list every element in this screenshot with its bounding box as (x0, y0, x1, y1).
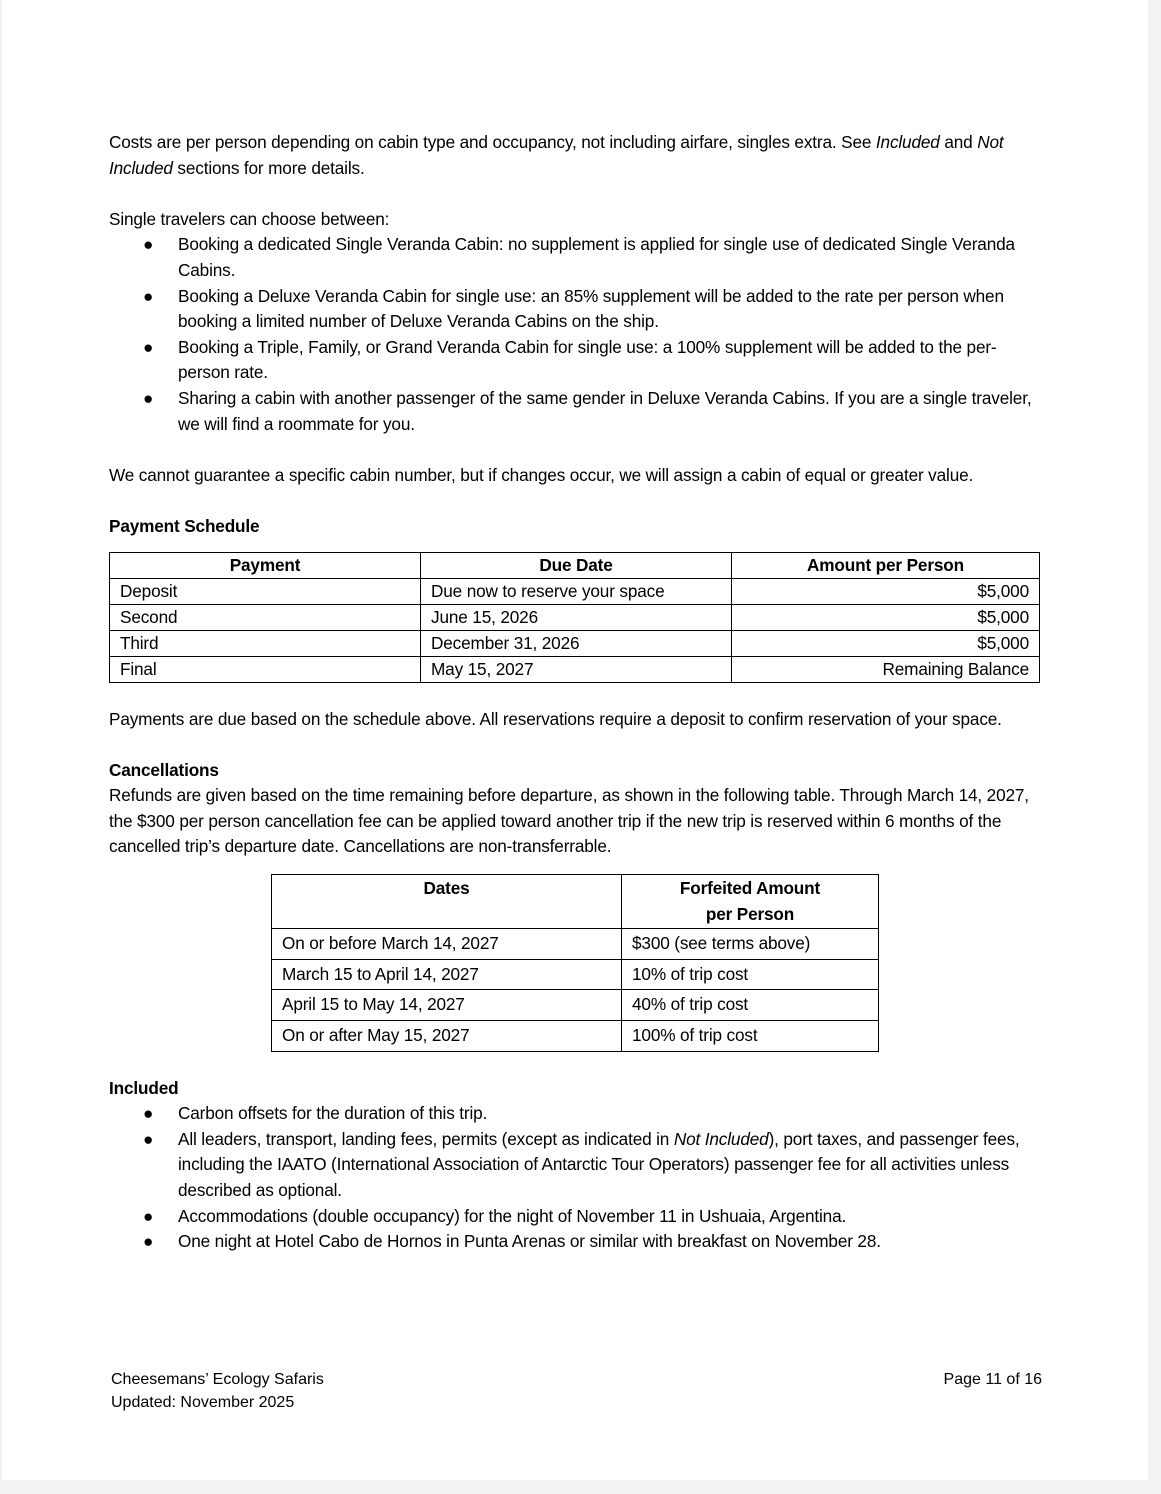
table-row (110, 578, 1040, 604)
column-header: Amount per Person (732, 552, 1040, 578)
payment-cell: Second (110, 604, 421, 630)
list-item: ● All leaders, transport, landing fees, permits (except as indicated in Not Included), port taxes, and passenger fees, including the IAATO (International Association of Antarctic Tour Operators) passenger fee for all activities unless described as optional. (143, 1128, 1020, 1200)
amount-cell: $5,000 (732, 630, 1040, 656)
payment-cell: Third (110, 630, 421, 656)
bullet-icon: ● (143, 1128, 154, 1149)
list-item: ● Sharing a cabin with another passenger of the same gender in Deluxe Veranda Cabins. If you are a single traveler, we will find a roommate for you. (143, 387, 1032, 434)
not-included-ref: Not Included (109, 132, 1004, 178)
payment-cell: Final (110, 656, 421, 682)
table-row (110, 604, 1040, 630)
payment-cell: Deposit (110, 578, 421, 604)
dates-cell: April 15 to May 14, 2027 (272, 990, 622, 1021)
payment-note: Payments are due based on the schedule above. All reservations require a deposit to confirm reservation of your space. (109, 708, 1002, 729)
payment-schedule-heading: Payment Schedule (109, 515, 260, 536)
table-row (272, 929, 879, 960)
singles-lead: Single travelers can choose between: (109, 208, 390, 229)
bullet-icon: ● (143, 1205, 154, 1226)
cancellations-heading: Cancellations (109, 759, 219, 780)
table-row (272, 1021, 879, 1052)
page-number: Page 11 of 16 (943, 1371, 1042, 1388)
not-included-ref: Not Included (673, 1128, 769, 1149)
page-footer (111, 1368, 1042, 1414)
footer-company: Cheesemans’ Ecology Safaris (111, 1371, 324, 1388)
cancellation-table (271, 874, 879, 1052)
forfeit-cell: 10% of trip cost (622, 959, 879, 990)
list-item: ● Accommodations (double occupancy) for the night of November 11 in Ushuaia, Argentina. (109, 1204, 1042, 1230)
cancellations-text: Refunds are given based on the time remaining before departure, as shown in the following table. Through March 14, 2027, the $300 per person cancellation fee can be applied toward another trip if the new trip is reserved within 6 months of the cancelled trip’s departure date. Cancellations are non-transferrable. (109, 785, 1029, 857)
included-ref: Included (875, 132, 940, 152)
dates-cell: March 15 to April 14, 2027 (272, 959, 622, 990)
list-item: ● Booking a dedicated Single Veranda Cabin: no supplement is applied for single use of dedicated Single Veranda Cabins. (143, 234, 1015, 280)
due-date-cell: Due now to reserve your space (421, 578, 732, 604)
cabin-note: We cannot guarantee a specific cabin number, but if changes occur, we will assign a cabin of equal or greater value. (109, 464, 974, 485)
table-row (110, 630, 1040, 656)
bullet-icon: ● (143, 285, 154, 306)
due-date-cell: December 31, 2026 (421, 630, 732, 656)
dates-cell: On or after May 15, 2027 (272, 1021, 622, 1052)
dates-cell: On or before March 14, 2027 (272, 929, 622, 960)
list-item: ● Booking a Triple, Family, or Grand Veranda Cabin for single use: a 100% supplement will be added to the per-person rate. (143, 336, 997, 383)
table-header-row (110, 552, 1040, 578)
due-date-cell: June 15, 2026 (421, 604, 732, 630)
bullet-icon: ● (143, 1231, 154, 1252)
bullet-icon: ● (143, 234, 154, 255)
amount-cell: $5,000 (732, 604, 1040, 630)
table-row (110, 656, 1040, 682)
amount-cell: $5,000 (732, 578, 1040, 604)
table-row (272, 959, 879, 990)
included-list (109, 1101, 1042, 1255)
list-item: ● Booking a Deluxe Veranda Cabin for single use: an 85% supplement will be added to the rate per person when booking a limited number of Deluxe Veranda Cabins on the ship. (143, 285, 1004, 332)
forfeit-cell: $300 (see terms above) (622, 929, 879, 960)
column-header: Forfeited Amount per Person (622, 875, 879, 929)
forfeit-cell: 100% of trip cost (622, 1021, 879, 1052)
due-date-cell: May 15, 2027 (421, 656, 732, 682)
bullet-icon: ● (143, 336, 154, 357)
document-page (2, 0, 1148, 1480)
page-content (109, 130, 1042, 1255)
included-heading: Included (109, 1077, 179, 1098)
column-header: Dates (272, 875, 622, 929)
column-header: Payment (110, 552, 421, 578)
costs-paragraph: Costs are per person depending on cabin type and occupancy, not including airfare, singles extra. See Included and Not Included sections for more details. (109, 132, 1004, 178)
column-header: Due Date (421, 552, 732, 578)
list-item: ● Carbon offsets for the duration of this trip. (109, 1101, 1042, 1127)
payment-schedule-table (109, 552, 1040, 683)
list-item: ● One night at Hotel Cabo de Hornos in Punta Arenas or similar with breakfast on November 28. (109, 1229, 1042, 1255)
bullet-icon: ● (143, 1103, 154, 1124)
footer-updated: Updated: November 2025 (111, 1394, 295, 1411)
amount-cell: Remaining Balance (732, 656, 1040, 682)
bullet-icon: ● (143, 387, 154, 408)
forfeit-cell: 40% of trip cost (622, 990, 879, 1021)
table-header-row (272, 875, 879, 929)
singles-options-list (109, 232, 1042, 437)
table-row (272, 990, 879, 1021)
